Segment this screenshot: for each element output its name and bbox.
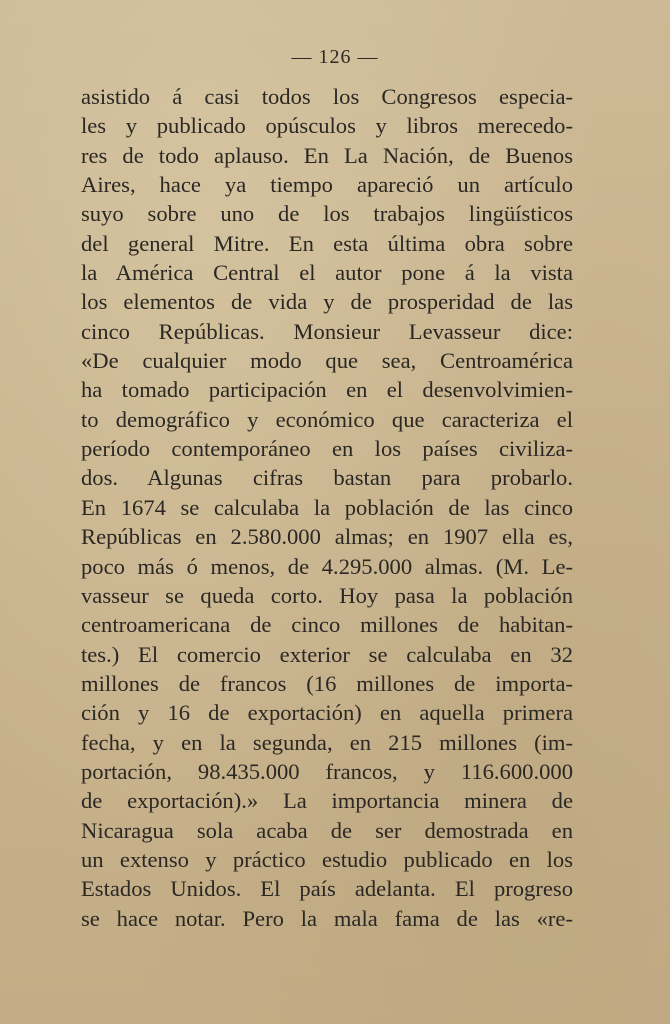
text-line: poco más ó menos, de 4.295.000 almas. (M. Le- <box>81 553 573 579</box>
text-line: la América Central el autor pone á la vista <box>81 260 573 286</box>
text-line: to demográfico y económico que caracteriza el <box>81 406 573 432</box>
text-line: se hace notar. Pero la mala fama de las «re- <box>81 905 573 931</box>
body-text <box>81 82 573 933</box>
text-line: portación, 98.435.000 francos, y 116.600.000 <box>81 758 573 784</box>
text-line: dos. Algunas cifras bastan para probarlo. <box>81 465 573 491</box>
text-line: ha tomado participación en el desenvolvimien- <box>81 377 573 403</box>
text-line: Nicaragua sola acaba de ser demostrada en <box>81 817 573 843</box>
text-line: suyo sobre uno de los trabajos lingüísticos <box>81 201 573 227</box>
text-line: res de todo aplauso. En La Nación, de Buenos <box>81 142 573 168</box>
text-line: de exportación).» La importancia minera de <box>81 788 573 814</box>
text-line: Repúblicas en 2.580.000 almas; en 1907 ella es, <box>81 524 573 550</box>
text-line: vasseur se queda corto. Hoy pasa la población <box>81 582 573 608</box>
text-line: En 1674 se calculaba la población de las cinco <box>81 494 573 520</box>
text-line: Estados Unidos. El país adelanta. El progreso <box>81 876 573 902</box>
text-line: millones de francos (16 millones de importa- <box>81 670 573 696</box>
text-line: del general Mitre. En esta última obra sobre <box>81 230 573 256</box>
text-line: un extenso y práctico estudio publicado en los <box>81 846 573 872</box>
text-line: Aires, hace ya tiempo apareció un artículo <box>81 172 573 198</box>
text-line: tes.) El comercio exterior se calculaba en 32 <box>81 641 573 667</box>
text-line: período contemporáneo en los países civiliza- <box>81 436 573 462</box>
text-line: los elementos de vida y de prosperidad de las <box>81 289 573 315</box>
text-line: centroamericana de cinco millones de habitan- <box>81 612 573 638</box>
text-line: asistido á casi todos los Congresos especia- <box>81 84 573 109</box>
page-number: — 126 — <box>291 46 379 68</box>
text-line: ción y 16 de exportación) en aquella primera <box>81 700 573 726</box>
text-line: cinco Repúblicas. Monsieur Levasseur dice: <box>81 318 573 344</box>
text-line: fecha, y en la segunda, en 215 millones (im- <box>81 729 573 755</box>
text-line: «De cualquier modo que sea, Centroamérica <box>81 348 573 374</box>
text-line: les y publicado opúsculos y libros merecedo- <box>81 113 573 139</box>
